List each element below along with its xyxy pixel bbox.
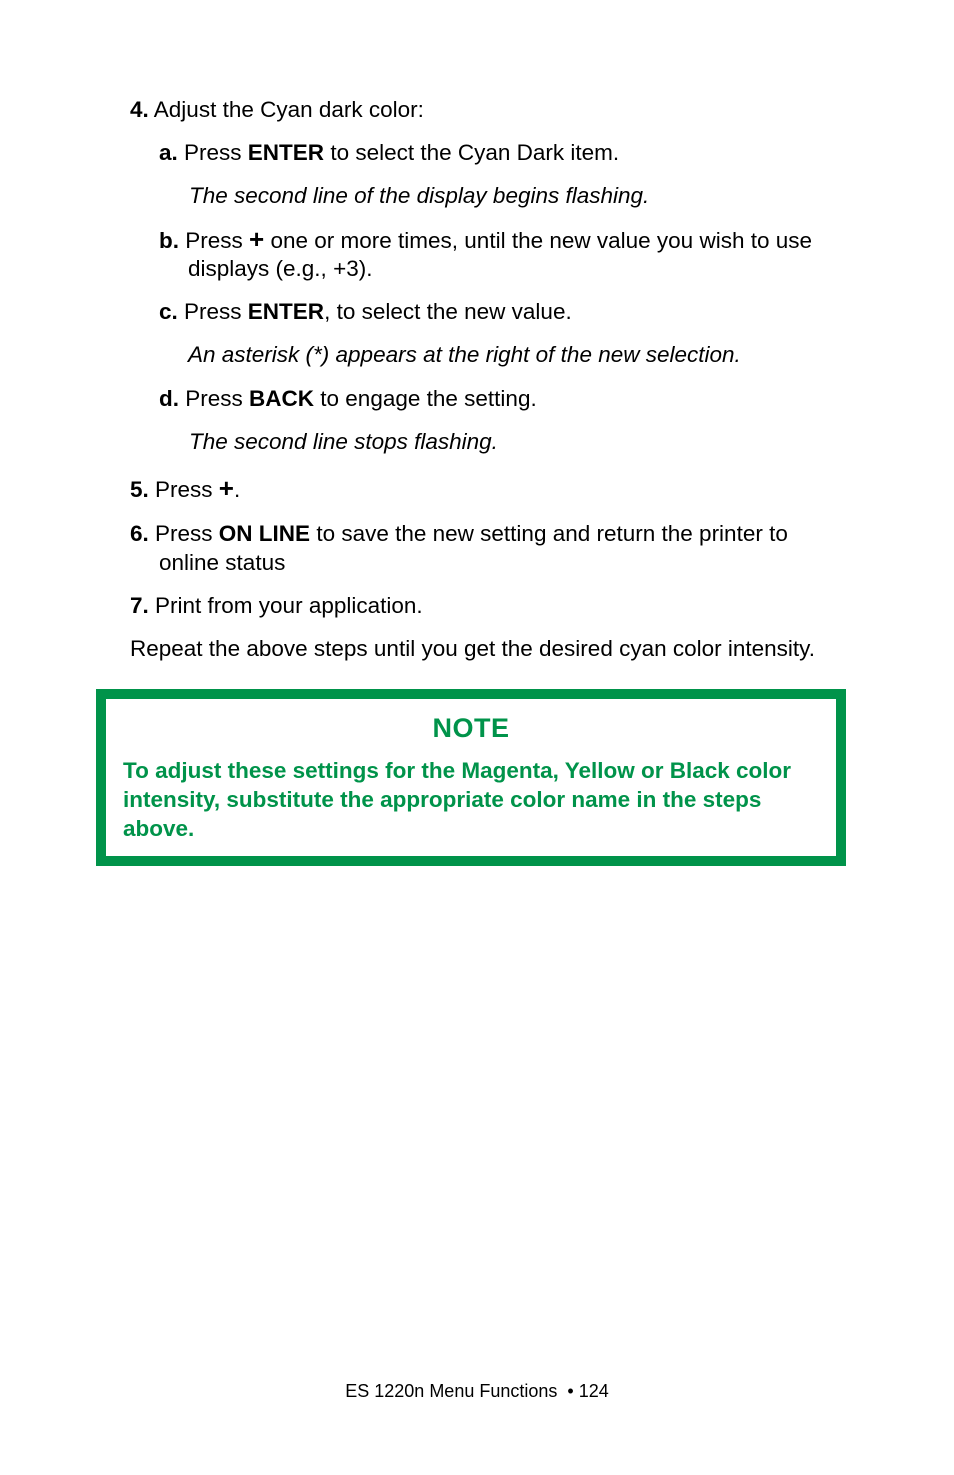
step-text-pre: Press <box>155 477 219 502</box>
step-b-continuation: displays (e.g., +3). <box>188 256 373 281</box>
key-name: BACK <box>249 386 315 411</box>
step-4 <box>130 95 424 124</box>
step-5 <box>130 474 240 504</box>
step-c <box>159 297 572 326</box>
note-text: To adjust these settings for the Magenta, Yellow or Black color intensity, substitute the appropriate color name in the steps above. <box>123 758 792 841</box>
step-text-post: to save the new setting and return the printer to <box>310 521 788 546</box>
plus-key: + <box>249 224 265 254</box>
step-text-pre: Press <box>184 140 248 165</box>
step-letter: d. <box>159 386 179 411</box>
step-d <box>159 384 537 413</box>
key-name: ENTER <box>247 140 325 165</box>
repeat-paragraph: Repeat the above steps until you get the desired cyan color intensity. <box>130 636 815 661</box>
plus-key: + <box>218 473 234 503</box>
step-text-pre: Press <box>155 521 219 546</box>
step-text-post: to engage the setting. <box>314 386 537 411</box>
step-letter: c. <box>159 299 178 324</box>
step-text-post: . <box>233 477 241 502</box>
page-footer: ES 1220n Menu Functions • 124 <box>345 1381 609 1401</box>
step-letter: b. <box>159 228 179 253</box>
step-number: 7. <box>130 593 149 618</box>
note-box <box>96 689 846 866</box>
step-letter: a. <box>159 140 178 165</box>
step-a <box>159 138 619 167</box>
step-d-result: The second line stops flashing. <box>189 429 498 454</box>
step-number: 5. <box>130 477 149 502</box>
note-title: NOTE <box>432 713 510 743</box>
key-name: ON LINE <box>218 521 311 546</box>
step-6 <box>130 519 788 548</box>
step-a-result: The second line of the display begins flashing. <box>189 183 650 208</box>
step-b <box>159 225 812 255</box>
step-number: 6. <box>130 521 149 546</box>
step-text-pre: Press <box>185 386 250 411</box>
step-text-post: to select the Cyan Dark item. <box>324 140 620 165</box>
step-text: Print from your application. <box>155 593 423 618</box>
step-text-post: one or more times, until the new value you wish to use <box>264 228 812 253</box>
step-text: Adjust the Cyan dark color: <box>153 97 424 122</box>
step-c-result: An asterisk (*) appears at the right of the new selection. <box>188 342 741 367</box>
key-name: ENTER <box>247 299 325 324</box>
step-6-continuation: online status <box>159 550 286 575</box>
step-text-pre: Press <box>184 299 248 324</box>
step-number: 4. <box>130 97 149 122</box>
step-text-post: , to select the new value. <box>324 299 572 324</box>
step-7 <box>130 591 423 620</box>
step-text-pre: Press <box>185 228 250 253</box>
